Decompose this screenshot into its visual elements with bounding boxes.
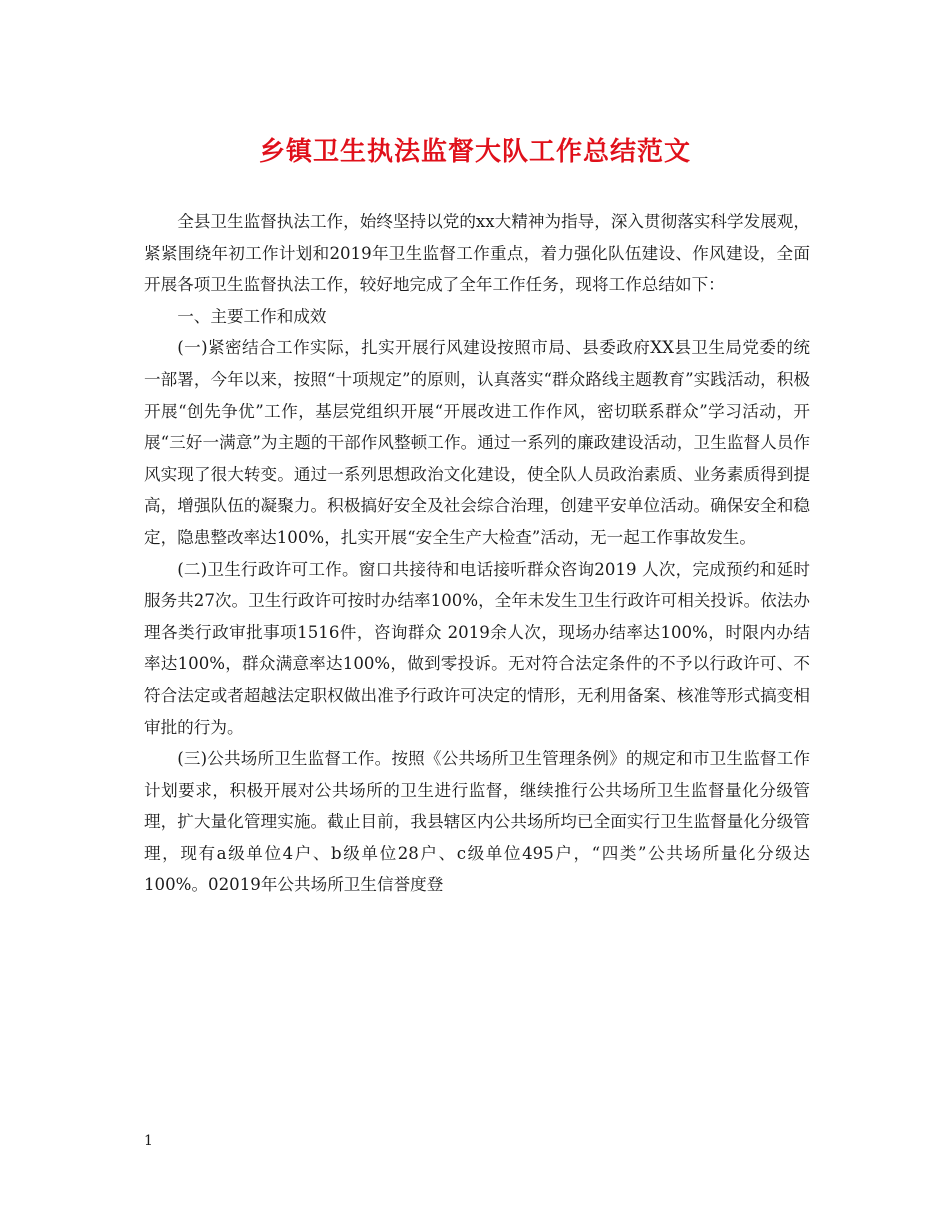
document-title: 乡镇卫生执法监督大队工作总结范文 [258, 137, 691, 167]
paragraph-public-places: (三)公共场所卫生监督工作。按照《公共场所卫生管理条例》的规定和市卫生监督工作计划要求，积极开展对公共场所的卫生进行监督，继续推行公共场所卫生监督量化分级管理，扩大量化管理实施。截止目前，我县辖区内公共场所均已全面实行卫生监督量化分级管理，现有a级单位4户、b级单位28户、c级单位495户，“四类”公共场所量化分级达100%。02019年公共场所卫生信誉度登 [144, 749, 810, 895]
document-body [144, 206, 810, 901]
paragraph-conduct: (一)紧密结合工作实际，扎实开展行风建设按照市局、县委政府XX县卫生局党委的统一部署，今年以来，按照“十项规定”的原则，认真落实“群众路线主题教育”实践活动，积极开展“创先争优”工作，基层党组织开展“开展改进工作作风，密切联系群众”学习活动，开展“三好一满意”为主题的干部作风整顿工作。通过一系列的廉政建设活动，卫生监督人员作风实现了很大转变。通过一系列思想政治文化建设，使全队人员政治素质、业务素质得到提高，增强队伍的凝聚力。积极搞好安全及社会综合治理，创建平安单位活动。确保安全和稳定，隐患整改率达100%，扎实开展“安全生产大检查”活动，无一起工作事故发生。 [144, 338, 810, 547]
intro-paragraph: 全县卫生监督执法工作，始终坚持以党的xx大精神为指导，深入贯彻落实科学发展观，紧紧围绕年初工作计划和2019年卫生监督工作重点，着力强化队伍建设、作风建设，全面开展各项卫生监督执法工作，较好地完成了全年工作任务，现将工作总结如下： [144, 212, 810, 295]
page-number: 1 [144, 1133, 153, 1149]
paragraph-licensing: (二)卫生行政许可工作。窗口共接待和电话接听群众咨询2019 人次，完成预约和延时服务共27次。卫生行政许可按时办结率100%，全年未发生卫生行政许可相关投诉。依法办理各类行政审批事项1516件，咨询群众 2019余人次，现场办结率达100%，时限内办结率达100%，群众满意率达100%，做到零投诉。无对符合法定条件的不予以行政许可、不符合法定或者超越法定职权做出准予行政许可决定的情形，无利用备案、核准等形式搞变相审批的行为。 [144, 559, 810, 737]
section-heading: 一、主要工作和成效 [177, 306, 327, 326]
